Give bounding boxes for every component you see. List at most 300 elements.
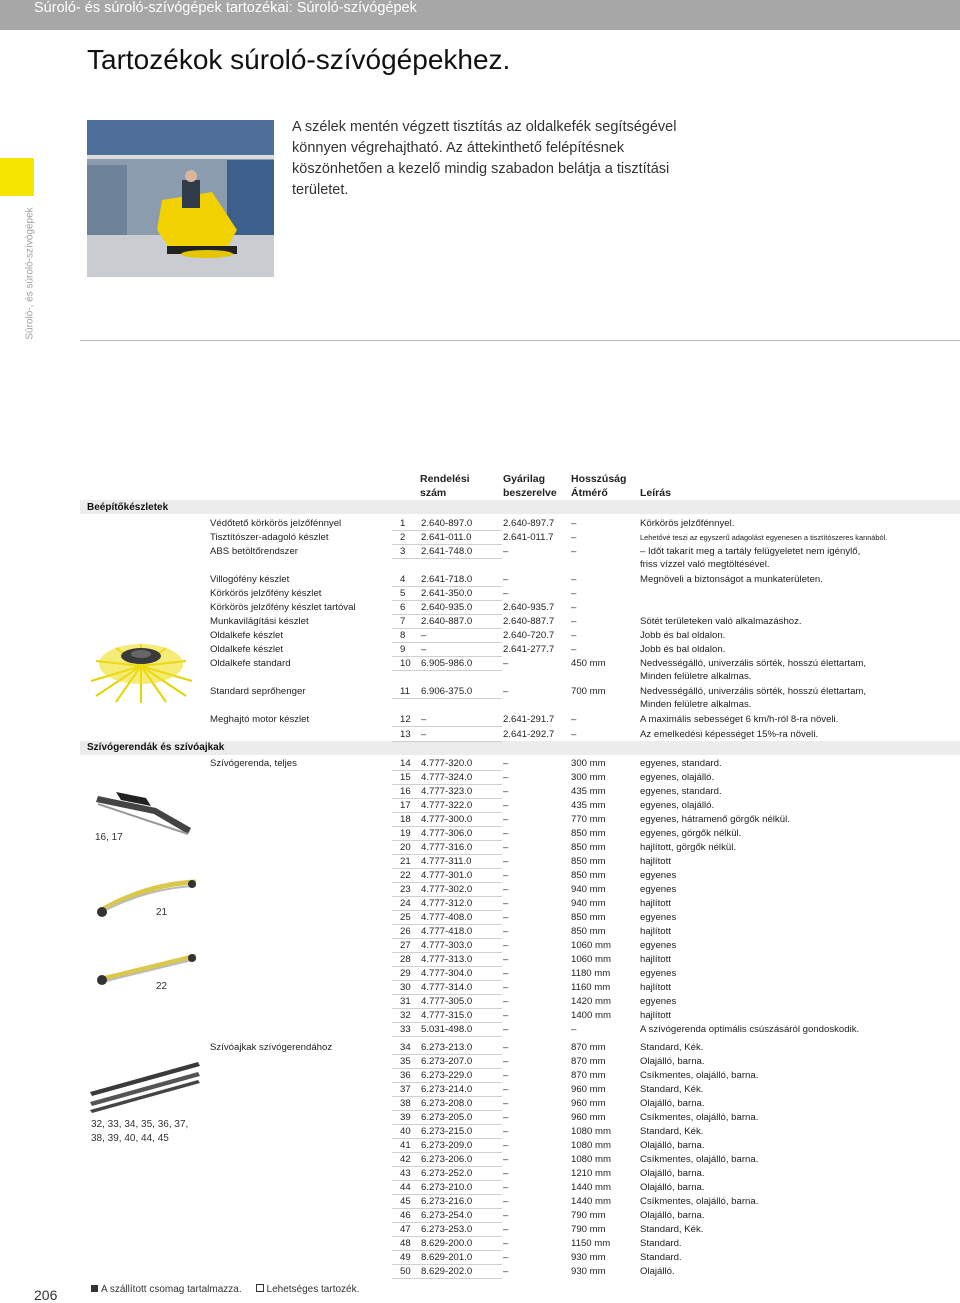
row-27-factory: –: [503, 940, 509, 951]
row-30-factory: –: [503, 982, 509, 993]
row-12-factory: 2.641-291.7: [503, 714, 555, 725]
row-19-size: 850 mm: [571, 828, 606, 839]
row-6-order: 2.640-935.0: [421, 602, 473, 613]
row-38-order: 6.273-208.0: [421, 1098, 473, 1109]
row-14-order: 4.777-320.0: [421, 758, 473, 769]
row-3-factory: –: [503, 546, 509, 557]
row-46-factory: –: [503, 1210, 509, 1221]
row-18-desc: egyenes, hátramenő görgők nélkül.: [640, 814, 790, 825]
image-label-blades: [91, 1118, 188, 1146]
row-10-order: 6.905-986.0: [421, 658, 473, 669]
row-45-desc: Csíkmentes, olajálló, barna.: [640, 1196, 759, 1207]
row-30-order: 4.777-314.0: [421, 982, 473, 993]
row-15-size: 300 mm: [571, 772, 606, 783]
row-11-desc: Nedvességálló, univerzális sörték, hosszú élettartam,: [640, 686, 867, 697]
row-24-order: 4.777-312.0: [421, 898, 473, 909]
row-41-desc: Olajálló, barna.: [640, 1140, 705, 1151]
row-7-factory: 2.640-887.7: [503, 616, 555, 627]
row-39-desc: Csíkmentes, olajálló, barna.: [640, 1112, 759, 1123]
row-22-desc: egyenes: [640, 870, 677, 881]
row-24-size: 940 mm: [571, 898, 606, 909]
image-label-blades-line1: 32, 33, 34, 35, 36, 37,: [91, 1119, 189, 1130]
row-39-no: 39: [400, 1112, 411, 1123]
row-36-no: 36: [400, 1070, 411, 1081]
row-30-desc: hajlított: [640, 982, 671, 993]
row-25-order: 4.777-408.0: [421, 912, 473, 923]
row-46-no: 46: [400, 1210, 411, 1221]
row-35-desc: Olajálló, barna.: [640, 1056, 705, 1067]
row-5-factory: –: [503, 588, 509, 599]
row-8-order: –: [421, 630, 427, 641]
row-11-no: 11: [400, 686, 410, 697]
row-10-desc: Nedvességálló, univerzális sörték, hosszú élettartam,: [640, 658, 867, 669]
row-30-no: 30: [400, 982, 411, 993]
row-33-size: –: [571, 1024, 577, 1035]
running-header: [0, 0, 960, 30]
row-38-size: 960 mm: [571, 1098, 606, 1109]
row-49-desc: Standard.: [640, 1252, 682, 1263]
row-17-order: 4.777-322.0: [421, 800, 473, 811]
section-squeegees: Szívógerendák és szívóajkak: [87, 742, 225, 753]
row-7-order: 2.640-887.0: [421, 616, 473, 627]
row-36-order: 6.273-229.0: [421, 1070, 473, 1081]
row-29-factory: –: [503, 968, 509, 979]
row-15-factory: –: [503, 772, 509, 783]
row-16-no: 16: [400, 786, 411, 797]
row-48-no: 48: [400, 1238, 411, 1249]
row-6-size: –: [571, 602, 577, 613]
row-48-desc: Standard.: [640, 1238, 682, 1249]
row-separator: [392, 741, 502, 742]
row-separator: [392, 642, 502, 643]
row-33-no: 33: [400, 1024, 411, 1035]
row-4-factory: –: [503, 574, 509, 585]
row-14-desc: egyenes, standard.: [640, 758, 722, 769]
row-37-order: 6.273-214.0: [421, 1084, 473, 1095]
row-40-size: 1080 mm: [571, 1126, 611, 1137]
row-separator: [392, 558, 502, 559]
row-10-no: 10: [400, 658, 411, 669]
row-separator: [392, 1036, 502, 1037]
row-10-desc2: Minden felületre alkalmas.: [640, 671, 752, 682]
row-26-factory: –: [503, 926, 509, 937]
row-39-size: 960 mm: [571, 1112, 606, 1123]
row-34-factory: –: [503, 1042, 509, 1053]
row-31-factory: –: [503, 996, 509, 1007]
row-8-name: Oldalkefe készlet: [210, 630, 284, 641]
row-1-no: 1: [400, 518, 406, 529]
row-41-factory: –: [503, 1140, 509, 1151]
row-35-size: 870 mm: [571, 1056, 606, 1067]
row-37-size: 960 mm: [571, 1084, 606, 1095]
row-3-name: ABS betöltőrendszer: [210, 546, 298, 557]
row-11-order: 6.906-375.0: [421, 686, 473, 697]
row-50-desc: Olajálló.: [640, 1266, 675, 1277]
row-13-desc: Az emelkedési képességet 15%-ra növeli.: [640, 729, 819, 740]
row-32-no: 32: [400, 1010, 411, 1021]
row-32-order: 4.777-315.0: [421, 1010, 473, 1021]
row-31-desc: egyenes: [640, 996, 677, 1007]
row-34-desc: Standard, Kék.: [640, 1042, 704, 1053]
side-brush-image: [86, 636, 196, 704]
page-title: Tartozékok súroló-szívógépekhez.: [87, 44, 511, 75]
row-4-desc: Megnöveli a biztonságot a munkaterületen.: [640, 574, 823, 585]
row-9-no: 9: [400, 644, 406, 655]
row-1-size: –: [571, 518, 577, 529]
row-44-desc: Olajálló, barna.: [640, 1182, 705, 1193]
row-37-factory: –: [503, 1084, 509, 1095]
page-number: 206: [34, 1287, 58, 1303]
row-31-size: 1420 mm: [571, 996, 611, 1007]
row-separator: [392, 726, 502, 727]
row-21-size: 850 mm: [571, 856, 606, 867]
row-48-factory: –: [503, 1238, 509, 1249]
running-title: Súroló- és súroló-szívógépek tartozékai: Súroló-szívógépek: [34, 0, 417, 16]
row-16-size: 435 mm: [571, 786, 606, 797]
row-2-desc: Lehetővé teszi az egyszerű adagolást egyenesen a tisztítószeres kannából.: [640, 533, 888, 542]
row-26-no: 26: [400, 926, 411, 937]
row-12-no: 12: [400, 714, 411, 725]
row-31-order: 4.777-305.0: [421, 996, 473, 1007]
intro-paragraph: A szélek mentén végzett tisztítás az oldalkefék segítségével könnyen végrehajtható. Az áttekinthető felépítésnek köszönhetően a kezelő mindig szabadon belátja a tisztítási területet.: [292, 119, 677, 198]
row-41-no: 41: [400, 1140, 411, 1151]
col-factory-line2: beszerelve: [503, 487, 557, 499]
row-37-no: 37: [400, 1084, 411, 1095]
row-46-order: 6.273-254.0: [421, 1210, 473, 1221]
row-25-size: 850 mm: [571, 912, 606, 923]
row-9-factory: 2.641-277.7: [503, 644, 555, 655]
row-35-no: 35: [400, 1056, 411, 1067]
row-36-size: 870 mm: [571, 1070, 606, 1081]
row-40-desc: Standard, Kék.: [640, 1126, 704, 1137]
chapter-tab: [0, 158, 34, 196]
row-27-size: 1060 mm: [571, 940, 611, 951]
row-45-size: 1440 mm: [571, 1196, 611, 1207]
row-42-no: 42: [400, 1154, 411, 1165]
row-19-factory: –: [503, 828, 509, 839]
row-25-desc: egyenes: [640, 912, 677, 923]
row-50-order: 8.629-202.0: [421, 1266, 473, 1277]
empty-square-icon: [256, 1284, 264, 1292]
row-21-no: 21: [400, 856, 411, 867]
row-41-order: 6.273-209.0: [421, 1140, 473, 1151]
row-45-order: 6.273-216.0: [421, 1196, 473, 1207]
row-39-order: 6.273-205.0: [421, 1112, 473, 1123]
row-35-order: 6.273-207.0: [421, 1056, 473, 1067]
row-15-desc: egyenes, olajálló.: [640, 772, 715, 783]
side-chapter-label: Súroló-, és súroló-szívógépek: [24, 207, 36, 340]
row-7-size: –: [571, 616, 577, 627]
row-18-size: 770 mm: [571, 814, 606, 825]
row-1-factory: 2.640-897.7: [503, 518, 555, 529]
row-32-factory: –: [503, 1010, 509, 1021]
row-47-order: 6.273-253.0: [421, 1224, 473, 1235]
row-31-no: 31: [400, 996, 411, 1007]
row-29-desc: egyenes: [640, 968, 677, 979]
image-label-21: 21: [156, 907, 168, 918]
row-25-no: 25: [400, 912, 411, 923]
section-kits: Beépítőkészletek: [87, 502, 169, 513]
row-42-order: 6.273-206.0: [421, 1154, 473, 1165]
row-26-desc: hajlított: [640, 926, 671, 937]
row-separator: [392, 628, 502, 629]
row-27-desc: egyenes: [640, 940, 677, 951]
row-11-name: Standard seprőhenger: [210, 686, 306, 697]
kits-section-band: [80, 500, 960, 514]
row-38-factory: –: [503, 1098, 509, 1109]
filled-square-icon: [91, 1285, 98, 1292]
row-50-size: 930 mm: [571, 1266, 606, 1277]
col-length-line1: Hosszúság: [571, 473, 627, 485]
row-8-desc: Jobb és bal oldalon.: [640, 630, 726, 641]
row-34-no: 34: [400, 1042, 411, 1053]
row-1-name: Védőtető körkörös jelzőfénnyel: [210, 518, 342, 529]
row-40-order: 6.273-215.0: [421, 1126, 473, 1137]
row-23-order: 4.777-302.0: [421, 884, 473, 895]
row-39-factory: –: [503, 1112, 509, 1123]
row-47-factory: –: [503, 1224, 509, 1235]
row-14-name: Szívógerenda, teljes: [210, 758, 297, 769]
row-20-desc: hajlított, görgők nélkül.: [640, 842, 736, 853]
row-17-desc: egyenes, olajálló.: [640, 800, 715, 811]
image-label-22: 22: [156, 981, 168, 992]
row-2-name: Tisztítószer-adagoló készlet: [210, 532, 329, 543]
row-40-no: 40: [400, 1126, 411, 1137]
legend-optional: Lehetséges tartozék.: [266, 1284, 360, 1295]
row-29-order: 4.777-304.0: [421, 968, 473, 979]
row-2-factory: 2.641-011.7: [503, 532, 554, 543]
hero-photo-scrubber: [87, 120, 274, 277]
row-23-size: 940 mm: [571, 884, 606, 895]
row-43-no: 43: [400, 1168, 411, 1179]
row-separator: [392, 670, 502, 671]
row-9-desc: Jobb és bal oldalon.: [640, 644, 726, 655]
image-label-blades-line2: 38, 39, 40, 44, 45: [91, 1133, 169, 1144]
row-26-order: 4.777-418.0: [421, 926, 473, 937]
row-46-desc: Olajálló, barna.: [640, 1210, 705, 1221]
row-44-order: 6.273-210.0: [421, 1182, 473, 1193]
row-47-desc: Standard, Kék.: [640, 1224, 704, 1235]
legend-included: A szállított csomag tartalmazza.: [101, 1284, 242, 1295]
row-5-size: –: [571, 588, 577, 599]
row-separator: [392, 698, 502, 699]
row-34-name: Szívóajkak szívógerendához: [210, 1042, 333, 1053]
col-factory-fitted: [503, 472, 557, 500]
row-26-size: 850 mm: [571, 926, 606, 937]
row-22-factory: –: [503, 870, 509, 881]
row-9-name: Oldalkefe készlet: [210, 644, 284, 655]
row-38-no: 38: [400, 1098, 411, 1109]
row-33-factory: –: [503, 1024, 509, 1035]
col-order-number-line2: szám: [420, 487, 447, 499]
row-44-no: 44: [400, 1182, 411, 1193]
row-6-no: 6: [400, 602, 406, 613]
row-17-no: 17: [400, 800, 411, 811]
row-43-order: 6.273-252.0: [421, 1168, 473, 1179]
row-49-size: 930 mm: [571, 1252, 606, 1263]
row-11-factory: –: [503, 686, 509, 697]
row-17-size: 435 mm: [571, 800, 606, 811]
row-13-no: 13: [400, 729, 411, 740]
row-18-no: 18: [400, 814, 411, 825]
row-28-order: 4.777-313.0: [421, 954, 473, 965]
row-47-size: 790 mm: [571, 1224, 606, 1235]
row-34-order: 6.273-213.0: [421, 1042, 473, 1053]
row-3-no: 3: [400, 546, 406, 557]
row-6-name: Körkörös jelzőfény készlet tartóval: [210, 602, 356, 613]
row-21-desc: hajlított: [640, 856, 671, 867]
row-5-no: 5: [400, 588, 406, 599]
row-48-order: 8.629-200.0: [421, 1238, 473, 1249]
row-11-size: 700 mm: [571, 686, 606, 697]
image-label-16-17: 16, 17: [95, 832, 123, 843]
row-separator: [392, 1278, 502, 1279]
row-13-factory: 2.641-292.7: [503, 729, 555, 740]
col-length: [571, 472, 626, 500]
row-24-desc: hajlított: [640, 898, 671, 909]
col-length-line2: Átmérő: [571, 487, 608, 499]
row-16-order: 4.777-323.0: [421, 786, 473, 797]
row-27-no: 27: [400, 940, 411, 951]
row-8-no: 8: [400, 630, 406, 641]
row-19-desc: egyenes, görgők nélkül.: [640, 828, 742, 839]
row-12-size: –: [571, 714, 577, 725]
section-divider: [80, 340, 960, 341]
row-35-factory: –: [503, 1056, 509, 1067]
row-13-order: –: [421, 729, 427, 740]
row-27-order: 4.777-303.0: [421, 940, 473, 951]
row-3-desc: – Időt takarít meg a tartály felügyeletet nem igénylő,: [640, 546, 861, 557]
row-22-no: 22: [400, 870, 411, 881]
row-11-desc2: Minden felületre alkalmas.: [640, 699, 752, 710]
row-4-order: 2.641-718.0: [421, 574, 473, 585]
row-49-order: 8.629-201.0: [421, 1252, 473, 1263]
row-50-no: 50: [400, 1266, 411, 1277]
row-15-order: 4.777-324.0: [421, 772, 473, 783]
row-29-size: 1180 mm: [571, 968, 611, 979]
row-36-factory: –: [503, 1070, 509, 1081]
row-42-factory: –: [503, 1154, 509, 1165]
row-23-desc: egyenes: [640, 884, 677, 895]
row-16-factory: –: [503, 786, 509, 797]
row-10-size: 450 mm: [571, 658, 606, 669]
row-21-order: 4.777-311.0: [421, 856, 472, 867]
row-4-name: Villogófény készlet: [210, 574, 290, 585]
row-18-factory: –: [503, 814, 509, 825]
row-41-size: 1080 mm: [571, 1140, 611, 1151]
row-33-order: 5.031-498.0: [421, 1024, 473, 1035]
row-5-order: 2.641-350.0: [421, 588, 473, 599]
row-14-size: 300 mm: [571, 758, 606, 769]
row-42-desc: Csíkmentes, olajálló, barna.: [640, 1154, 759, 1165]
row-12-order: –: [421, 714, 427, 725]
row-10-factory: –: [503, 658, 509, 669]
row-14-factory: –: [503, 758, 509, 769]
row-23-factory: –: [503, 884, 509, 895]
row-44-factory: –: [503, 1182, 509, 1193]
row-20-factory: –: [503, 842, 509, 853]
row-10-name: Oldalkefe standard: [210, 658, 291, 669]
row-22-size: 850 mm: [571, 870, 606, 881]
row-2-size: –: [571, 532, 577, 543]
row-25-factory: –: [503, 912, 509, 923]
row-5-name: Körkörös jelzőfény készlet: [210, 588, 322, 599]
row-16-desc: egyenes, standard.: [640, 786, 722, 797]
row-3-size: –: [571, 546, 577, 557]
row-36-desc: Csíkmentes, olajálló, barna.: [640, 1070, 759, 1081]
col-order-number: [420, 472, 470, 500]
row-49-no: 49: [400, 1252, 411, 1263]
row-7-desc: Sötét területeken való alkalmazáshoz.: [640, 616, 802, 627]
row-43-factory: –: [503, 1168, 509, 1179]
row-2-no: 2: [400, 532, 406, 543]
row-32-desc: hajlított: [640, 1010, 671, 1021]
row-48-size: 1150 mm: [571, 1238, 611, 1249]
row-20-size: 850 mm: [571, 842, 606, 853]
row-4-no: 4: [400, 574, 406, 585]
row-20-no: 20: [400, 842, 411, 853]
row-7-name: Munkavilágítási készlet: [210, 616, 309, 627]
squeegee-curved-image: [92, 878, 200, 920]
col-factory-line1: Gyárilag: [503, 473, 546, 485]
row-46-size: 790 mm: [571, 1210, 606, 1221]
row-43-size: 1210 mm: [571, 1168, 611, 1179]
row-1-desc: Körkörös jelzőfénnyel.: [640, 518, 735, 529]
row-8-size: –: [571, 630, 577, 641]
row-23-no: 23: [400, 884, 411, 895]
row-28-factory: –: [503, 954, 509, 965]
row-22-order: 4.777-301.0: [421, 870, 473, 881]
row-45-factory: –: [503, 1196, 509, 1207]
col-order-number-line1: Rendelési: [420, 473, 470, 485]
squeegee-straight-yellow-image: [92, 950, 202, 992]
row-47-no: 47: [400, 1224, 411, 1235]
row-24-factory: –: [503, 898, 509, 909]
row-18-order: 4.777-300.0: [421, 814, 473, 825]
row-7-no: 7: [400, 616, 406, 627]
row-17-factory: –: [503, 800, 509, 811]
row-28-desc: hajlított: [640, 954, 671, 965]
row-34-size: 870 mm: [571, 1042, 606, 1053]
row-45-no: 45: [400, 1196, 411, 1207]
row-33-desc: A szívógerenda optimális csúszásáról gondoskodik.: [640, 1024, 860, 1035]
squeegee-blades-image: [88, 1052, 203, 1114]
row-43-desc: Olajálló, barna.: [640, 1168, 705, 1179]
row-13-size: –: [571, 729, 577, 740]
row-49-factory: –: [503, 1252, 509, 1263]
row-3-order: 2.641-748.0: [421, 546, 473, 557]
row-29-no: 29: [400, 968, 411, 979]
row-42-size: 1080 mm: [571, 1154, 611, 1165]
row-19-no: 19: [400, 828, 411, 839]
row-12-desc: A maximális sebességet 6 km/h-ról 8-ra növeli.: [640, 714, 839, 725]
row-40-factory: –: [503, 1126, 509, 1137]
row-38-desc: Olajálló, barna.: [640, 1098, 705, 1109]
row-15-no: 15: [400, 772, 411, 783]
row-2-order: 2.641-011.0: [421, 532, 472, 543]
row-32-size: 1400 mm: [571, 1010, 611, 1021]
row-8-factory: 2.640-720.7: [503, 630, 555, 641]
legend: [91, 1284, 359, 1295]
row-24-no: 24: [400, 898, 411, 909]
row-20-order: 4.777-316.0: [421, 842, 473, 853]
row-30-size: 1160 mm: [571, 982, 611, 993]
row-4-size: –: [571, 574, 577, 585]
row-1-order: 2.640-897.0: [421, 518, 473, 529]
row-3-desc2: friss vízzel való megtöltésével.: [640, 559, 770, 570]
row-9-order: –: [421, 644, 427, 655]
row-19-order: 4.777-306.0: [421, 828, 473, 839]
